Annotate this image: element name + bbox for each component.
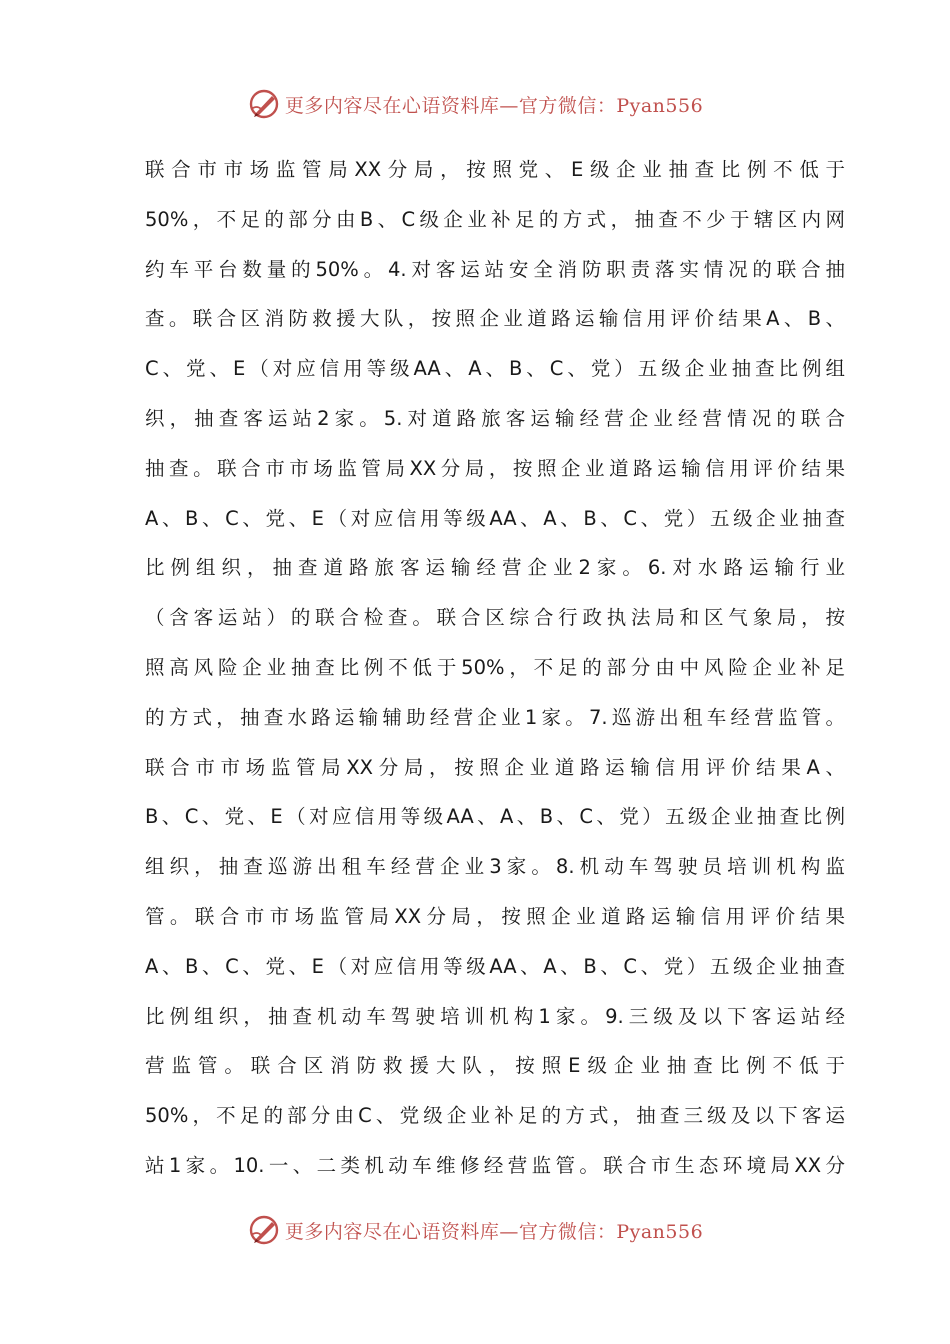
banner-text: 更多内容尽在心语资料库—官方微信：Pyan556 — [284, 94, 704, 117]
text-line: 管。联合市市场监管局XX分局，按照企业道路运输信用评价结果 — [145, 904, 845, 928]
text-line: 站1家。10.一、二类机动车维修经营监管。联合市生态环境局XX分 — [145, 1153, 845, 1177]
text-line: 联合市市场监管局XX分局，按照企业道路运输信用评价结果A、 — [145, 755, 845, 779]
pen-logo-icon — [247, 1213, 281, 1247]
text-line: 查。联合区消防救援大队，按照企业道路运输信用评价结果A、B、 — [145, 307, 845, 331]
text-line: 50%，不足的部分由C、党级企业补足的方式，抽查三级及以下客运 — [145, 1104, 845, 1128]
text-line: A、B、C、党、E（对应信用等级AA、A、B、C、党）五级企业抽查 — [145, 954, 845, 978]
text-line: 的方式，抽查水路运输辅助经营企业1家。7.巡游出租车经营监管。 — [145, 705, 845, 729]
footer-banner — [0, 1210, 950, 1250]
text-line: 比例组织，抽查机动车驾驶培训机构1家。9.三级及以下客运站经 — [145, 1004, 845, 1028]
text-line: B、C、党、E（对应信用等级AA、A、B、C、党）五级企业抽查比例 — [145, 805, 845, 829]
text-line: A、B、C、党、E（对应信用等级AA、A、B、C、党）五级企业抽查 — [145, 506, 845, 530]
text-line: 比例组织，抽查道路旅客运输经营企业2家。6.对水路运输行业 — [145, 556, 845, 580]
document-body — [145, 145, 845, 1191]
text-line: 照高风险企业抽查比例不低于50%，不足的部分由中风险企业补足 — [145, 655, 845, 679]
text-line: 营监管。联合区消防救援大队，按照E级企业抽查比例不低于 — [145, 1054, 845, 1078]
text-line: 约车平台数量的50%。4.对客运站安全消防职责落实情况的联合抽 — [145, 257, 845, 281]
text-line: 织，抽查客运站2家。5.对道路旅客运输经营企业经营情况的联合 — [145, 406, 845, 430]
text-line: （含客运站）的联合检查。联合区综合行政执法局和区气象局，按 — [145, 606, 845, 630]
pen-logo-icon — [247, 87, 281, 121]
text-line: C、党、E（对应信用等级AA、A、B、C、党）五级企业抽查比例组 — [145, 357, 845, 381]
text-line: 抽查。联合市市场监管局XX分局，按照企业道路运输信用评价结果 — [145, 456, 845, 480]
text-line: 组织，抽查巡游出租车经营企业3家。8.机动车驾驶员培训机构监 — [145, 855, 845, 879]
banner-text: 更多内容尽在心语资料库—官方微信：Pyan556 — [284, 1220, 704, 1243]
header-banner — [0, 84, 950, 124]
text-line: 联合市市场监管局XX分局，按照党、E级企业抽查比例不低于 — [145, 158, 845, 181]
text-line: 50%，不足的部分由B、C级企业补足的方式，抽查不少于辖区内网 — [145, 207, 845, 231]
